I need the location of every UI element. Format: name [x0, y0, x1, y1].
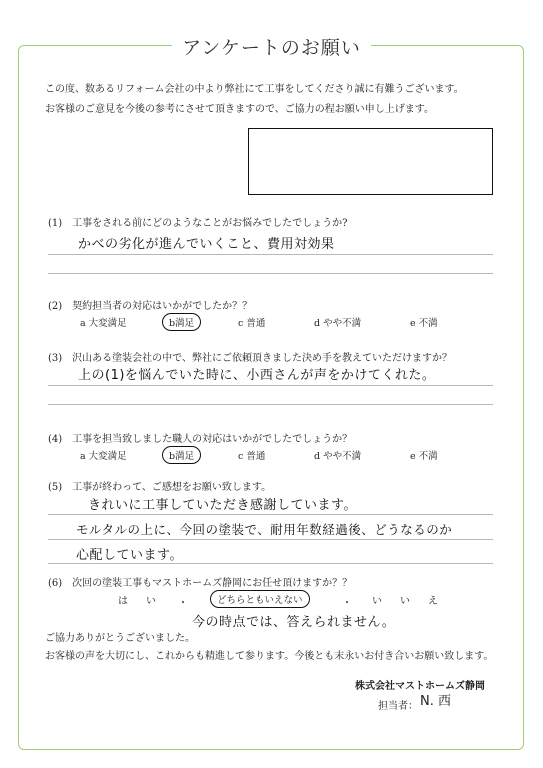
- separator-dot: ・: [178, 598, 188, 609]
- company-name: 株式会社マストホームズ静岡: [355, 681, 485, 692]
- question-2: (2) 契約担当者の対応はいかがでしたか？？: [48, 301, 253, 312]
- option-e[interactable]: e 不満: [410, 318, 438, 329]
- intro-line: お客様のご意見を今後の参考にさせて頂きますので、ご協力の程お願い申し上げます。: [45, 104, 434, 115]
- option-a[interactable]: a 大変満足: [80, 451, 127, 462]
- option-d[interactable]: d やや不満: [314, 451, 362, 462]
- answer-3: 上の(1)を悩んでいた時に、小西さんが声をかけてくれた。: [78, 368, 436, 383]
- question-4: (4) 工事を担当致しました職人の対応はいかがでしたでしょうか？: [48, 434, 353, 445]
- question-1: (1) 工事をされる前にどのようなことがお悩みでしたでしょうか?: [48, 218, 348, 229]
- question-5: (5) 工事が終わって、ご感想をお願い致します。: [48, 482, 272, 493]
- option-no[interactable]: い い え: [372, 596, 442, 607]
- option-c[interactable]: c 普通: [238, 451, 266, 462]
- separator-dot: ・: [342, 598, 352, 609]
- page-title: アンケートのお願い: [172, 33, 371, 60]
- option-yes[interactable]: は い: [118, 596, 160, 607]
- option-e[interactable]: e 不満: [410, 451, 438, 462]
- closing-line: お客様の声を大切にし、これからも精進して参ります。今後とも末永いお付き合いお願い致します。: [45, 651, 494, 662]
- thanks-line: ご協力ありがとうございました。: [45, 633, 195, 644]
- redacted-box: [248, 128, 493, 195]
- option-d[interactable]: d やや不満: [314, 318, 362, 329]
- option-b-selected[interactable]: b満足: [162, 313, 201, 331]
- answer-line: [48, 539, 493, 540]
- answer-line: [48, 385, 493, 386]
- answer-line: [48, 563, 493, 564]
- answer-5-line-1: きれいに工事していただき感謝しています。: [88, 498, 357, 513]
- answer-line: [48, 273, 493, 274]
- question-3: (3) 沢山ある塗装会社の中で、弊社にご依頼頂きました決め手を教えていただけますか？: [48, 353, 452, 364]
- title-wrap: [0, 33, 543, 60]
- answer-line: [48, 404, 493, 405]
- staff-signature: N. 西: [420, 694, 451, 709]
- answer-5-line-2: モルタルの上に、今回の塗装で、耐用年数経過後、どうなるのか: [76, 522, 453, 537]
- intro-text: [45, 80, 464, 120]
- staff-label: 担当者：: [378, 701, 418, 712]
- option-neither-selected[interactable]: どちらともいえない: [210, 590, 310, 608]
- intro-line: この度、数あるリフォーム会社の中より弊社にて工事をしてくださり誠に有難うございます。: [45, 84, 464, 95]
- option-c[interactable]: c 普通: [238, 318, 266, 329]
- question-6: (6) 次回の塗装工事もマストホームズ静岡にお任せ頂けますか？？: [48, 578, 353, 589]
- answer-1: かべの劣化が進んでいくこと、費用対効果: [78, 237, 335, 252]
- option-a[interactable]: a 大変満足: [80, 318, 127, 329]
- answer-line: [48, 514, 493, 515]
- option-b-selected[interactable]: b満足: [162, 446, 201, 464]
- answer-line: [48, 254, 493, 255]
- answer-5-line-3: 心配しています。: [76, 548, 183, 563]
- answer-6: 今の時点では、答えられません。: [192, 615, 396, 630]
